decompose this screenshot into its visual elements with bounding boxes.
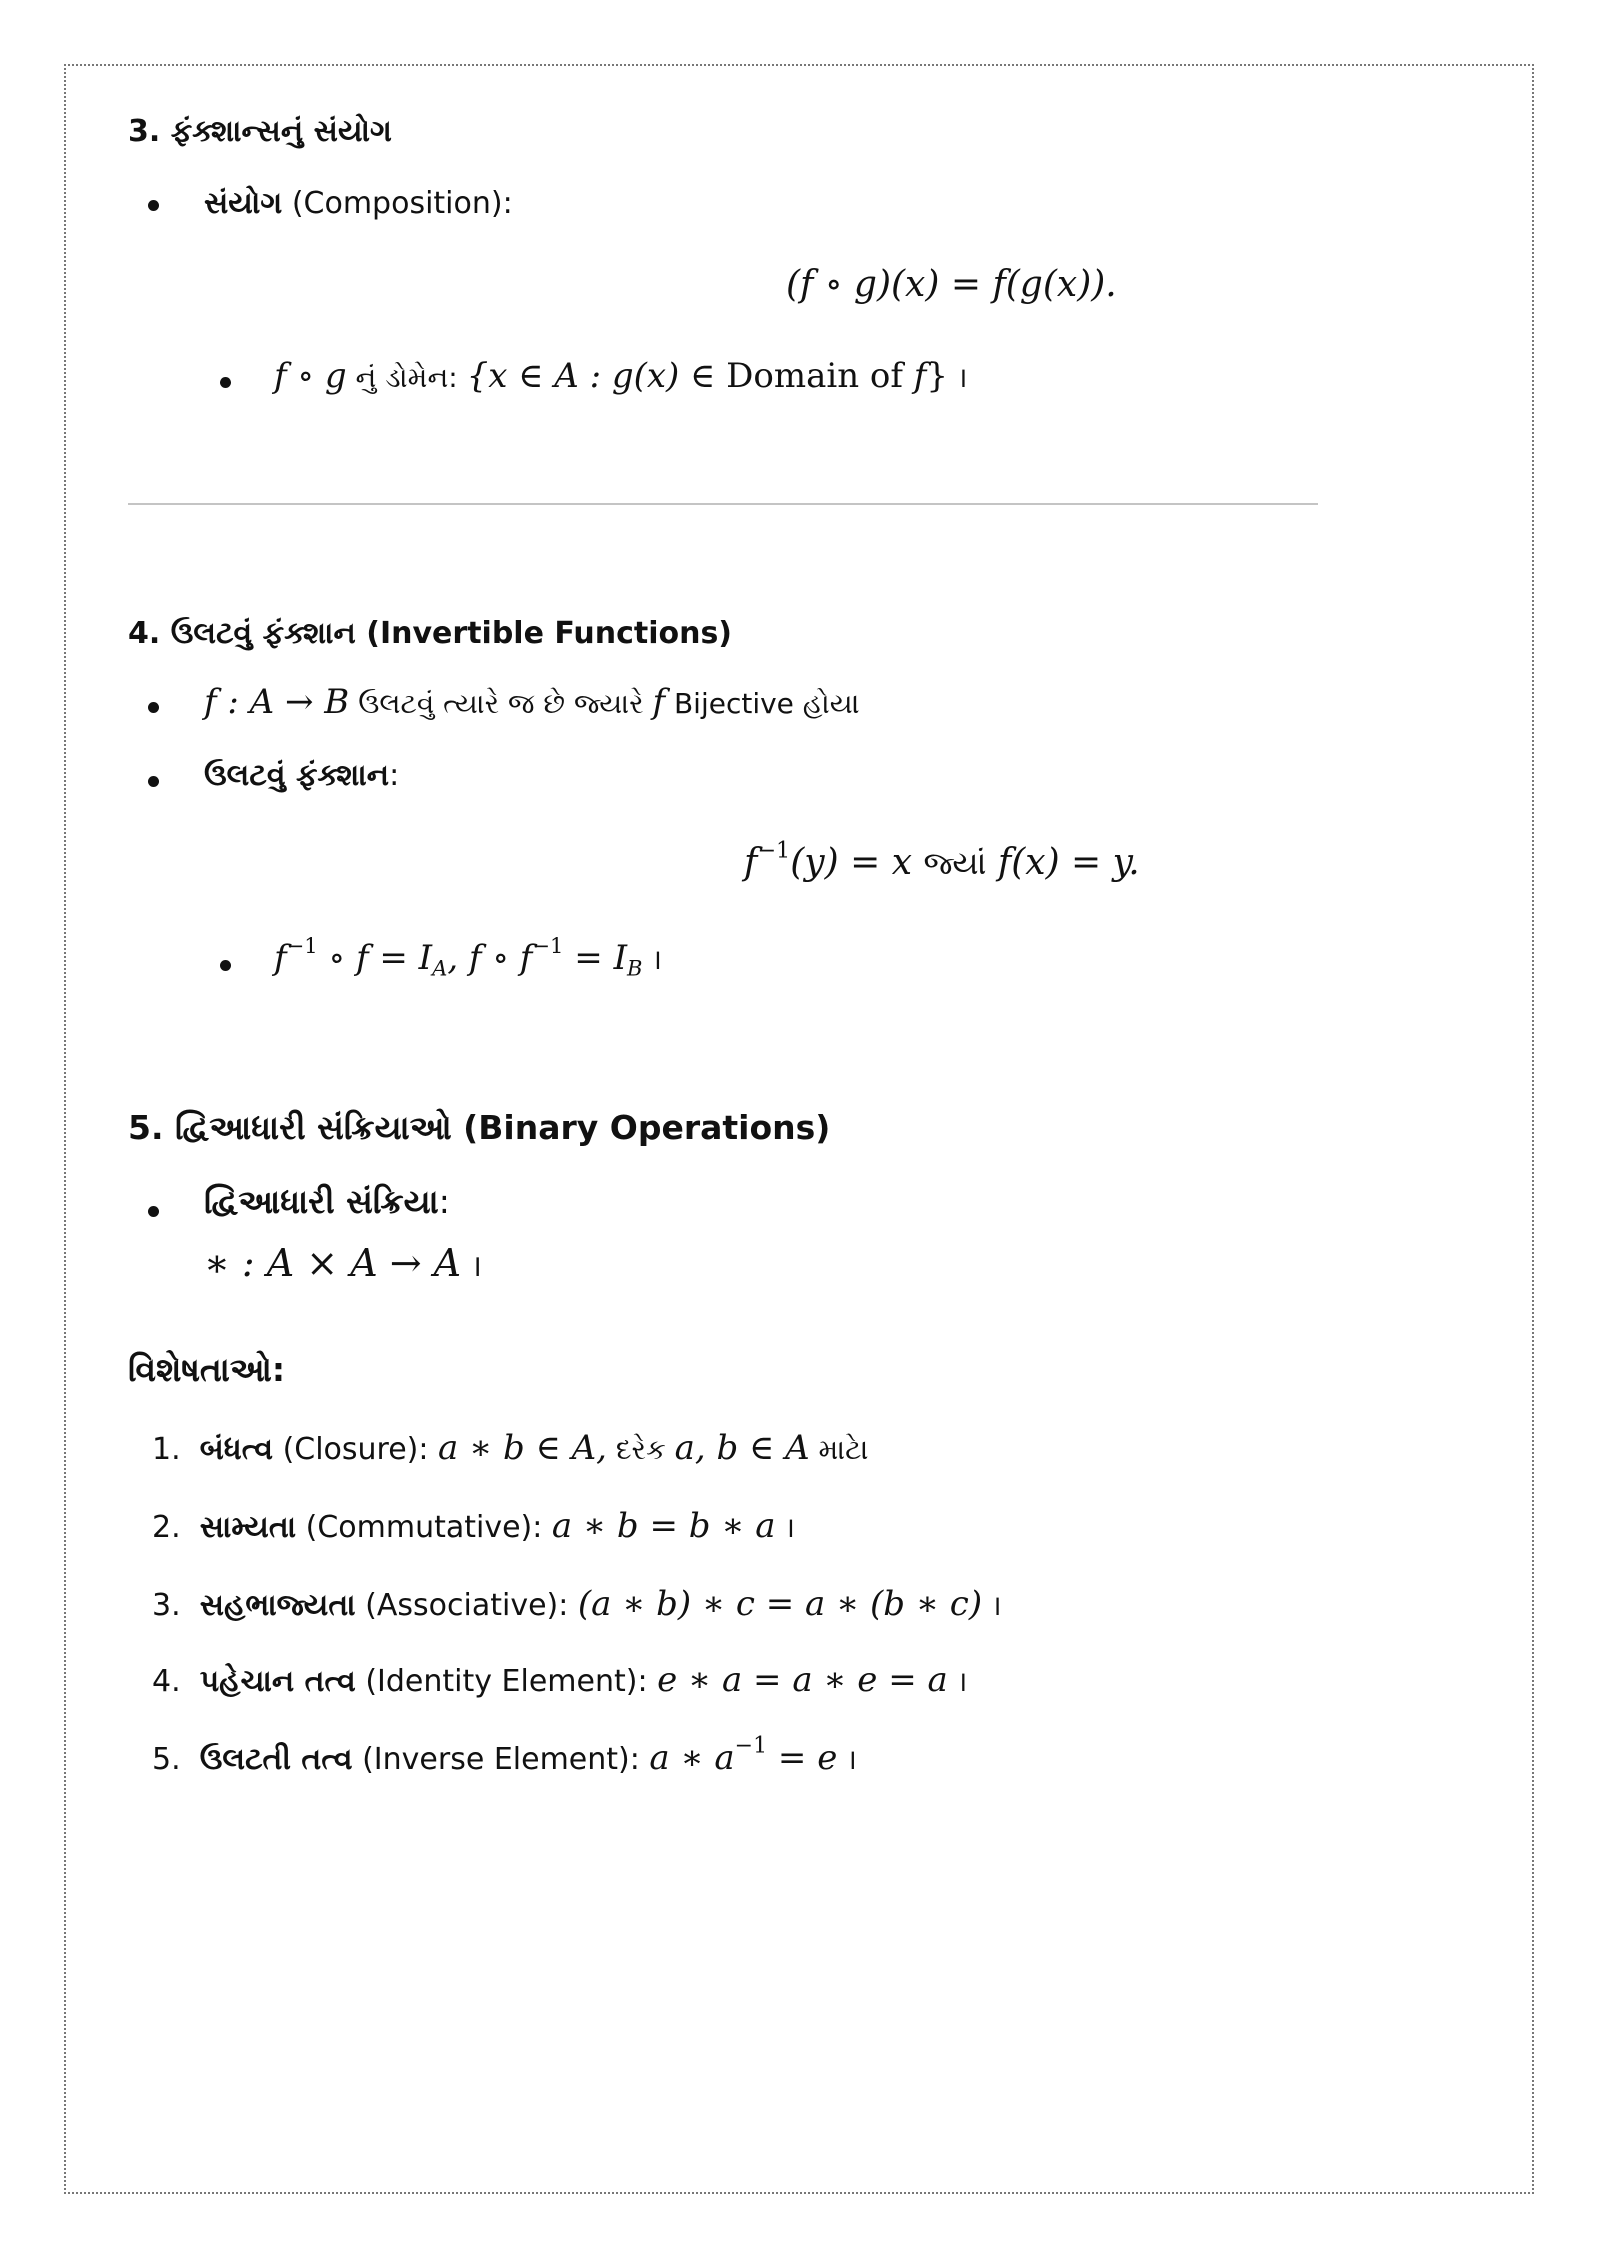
property-number: 2. xyxy=(152,1510,181,1545)
property-math: a ∗ a xyxy=(649,1738,735,1778)
inverse-function-term: ઉલટવું ફંક્શાન xyxy=(204,758,390,793)
property-item-inverse xyxy=(152,1733,857,1780)
property-end: । xyxy=(837,1743,857,1776)
property-number: 5. xyxy=(152,1742,181,1777)
inverse-identity-item xyxy=(274,933,663,982)
property-label: (Commutative): xyxy=(296,1510,552,1545)
bullet-icon xyxy=(220,960,231,971)
property-item-identity xyxy=(152,1660,967,1702)
property-end: । xyxy=(775,1511,796,1544)
inverse-function-colon: : xyxy=(389,758,400,793)
property-math: e ∗ a = a ∗ e = a xyxy=(657,1660,948,1700)
property-item-commutative xyxy=(152,1506,795,1548)
domain-set-text: Domain of xyxy=(726,356,914,396)
composition-bullet xyxy=(204,184,513,224)
property-math: (a ∗ b) ∗ c = a ∗ (b ∗ c) xyxy=(577,1584,983,1624)
bullet-icon xyxy=(148,1206,159,1217)
domain-set-f: f xyxy=(913,356,927,396)
property-label: (Closure): xyxy=(273,1432,439,1467)
domain-set-open: {x ∈ A : g(x) ∈ xyxy=(466,356,727,396)
fog-math: f ∘ g xyxy=(274,356,347,396)
property-label: (Inverse Element): xyxy=(352,1742,650,1777)
property-math-2: a, b ∈ A xyxy=(674,1428,810,1468)
property-math: a ∗ b = b ∗ a xyxy=(551,1506,776,1546)
section-3-heading: 3. ફંક્શાન્સનું સંયોગ xyxy=(128,114,392,149)
inverse-formula-mid: (y) = x xyxy=(790,842,924,883)
bullet-icon xyxy=(148,776,159,787)
identity-part4: = I xyxy=(563,938,628,978)
domain-end: । xyxy=(948,361,968,394)
composition-label: (Composition): xyxy=(282,186,513,221)
section-4-heading: 4. ઉલટવું ફંક્શાન (Invertible Functions) xyxy=(128,616,733,651)
composition-formula: (f ∘ g)(x) = f(g(x)). xyxy=(786,264,1117,305)
identity-part2: ∘ f = I xyxy=(317,938,433,978)
property-math-rest: = e xyxy=(767,1738,838,1778)
property-label: (Identity Element): xyxy=(355,1664,658,1699)
property-term: સહભાજ્યતા xyxy=(199,1588,356,1623)
property-end: માટે। xyxy=(809,1433,869,1466)
horizontal-divider xyxy=(128,503,1318,505)
property-math-sup: −1 xyxy=(734,1733,768,1759)
property-number: 1. xyxy=(152,1432,181,1467)
property-number: 3. xyxy=(152,1588,181,1623)
binary-operation-bullet xyxy=(204,1180,450,1224)
inverse-formula-where: જ્યાં xyxy=(923,844,987,882)
property-term: ઉલટતી તત્વ xyxy=(199,1742,353,1777)
identity-sup1: −1 xyxy=(286,933,318,959)
identity-sub1: A xyxy=(432,955,448,981)
property-math: a ∗ b ∈ A, xyxy=(438,1428,607,1468)
bullet-icon xyxy=(220,377,231,388)
identity-sub2: B xyxy=(627,955,643,981)
domain-label: નું ડોમેન: xyxy=(346,361,467,394)
property-term: પહેચાન તત્વ xyxy=(199,1664,356,1699)
inverse-formula-sup: −1 xyxy=(757,837,791,864)
identity-part1: f xyxy=(274,938,287,978)
binary-operation-formula xyxy=(204,1240,482,1290)
property-number: 4. xyxy=(152,1664,181,1699)
bullet-icon xyxy=(148,200,159,211)
domain-set-close: } xyxy=(926,356,949,396)
property-item-closure xyxy=(152,1428,869,1470)
properties-heading: વિશેષતાઓ: xyxy=(128,1350,286,1389)
property-text: દરેક xyxy=(606,1433,675,1466)
f-math: f xyxy=(652,682,666,722)
property-term: સામ્યતા xyxy=(199,1510,297,1545)
composition-domain-item xyxy=(274,356,968,398)
property-label: (Associative): xyxy=(355,1588,578,1623)
binary-operation-end: । xyxy=(461,1249,483,1284)
identity-part3: , f ∘ f xyxy=(447,938,533,978)
binary-operation-colon: : xyxy=(438,1182,450,1221)
inverse-function-bullet xyxy=(204,756,399,796)
fab-math: f : A → B xyxy=(204,682,350,722)
property-end: । xyxy=(947,1665,968,1698)
inverse-formula-f: f xyxy=(744,842,758,883)
invertible-condition-bullet xyxy=(204,682,860,724)
composition-term: સંયોગ xyxy=(204,186,283,221)
section-5-heading: 5. દ્વિઆધારી સંક્રિયાઓ (Binary Operations) xyxy=(128,1108,831,1147)
binary-operation-term: દ્વિઆધારી સંક્રિયા xyxy=(204,1182,439,1221)
identity-sup2: −1 xyxy=(532,933,564,959)
bijective-text: Bijective હોય। xyxy=(665,687,861,720)
identity-end: । xyxy=(642,943,663,976)
property-end: । xyxy=(982,1589,1002,1622)
bullet-icon xyxy=(148,702,159,713)
inverse-formula-right: f(x) = y. xyxy=(986,842,1140,883)
property-item-associative xyxy=(152,1584,1002,1626)
invertible-condition-text: ઉલટવું ત્યારે જ છે જ્યારે xyxy=(349,687,653,720)
binary-operation-math: ∗ : A × A → A xyxy=(204,1241,462,1285)
inverse-formula xyxy=(744,837,1140,883)
property-term: બંધત્વ xyxy=(199,1432,274,1467)
